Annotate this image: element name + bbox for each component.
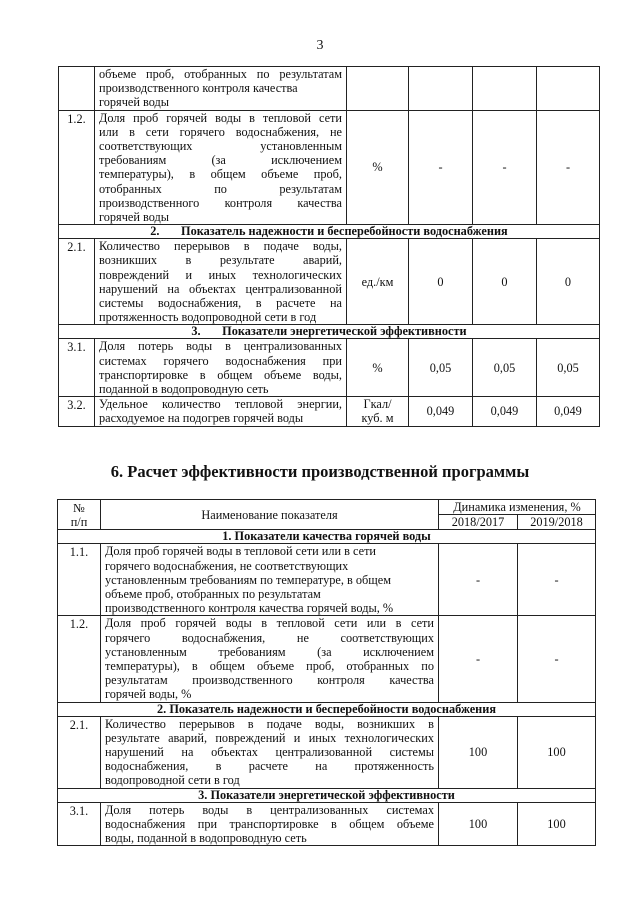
row-description: Количество перерывов в подаче воды, возникших в результате аварий, повреждений и иных технологических нарушений на объектах централизованной системы водоснабжения, в расчете на протяженность водопроводной сети в год: [95, 239, 347, 325]
row-number: 2.1.: [58, 716, 101, 788]
section-heading: 3. Показатели энергетической эффективности: [59, 325, 600, 339]
value-cell: 100: [518, 716, 596, 788]
value-cell: -: [518, 544, 596, 616]
section-title: 6. Расчет эффективности производственной программы: [110, 462, 530, 481]
unit-cell: [347, 67, 409, 111]
value-cell: 0,05: [409, 339, 473, 397]
table-row: [59, 67, 600, 111]
table-row: [59, 339, 600, 397]
value-cell: 0,05: [473, 339, 537, 397]
efficiency-table: [57, 499, 596, 846]
table-row: [58, 716, 596, 788]
value-cell: [473, 67, 537, 111]
row-description: Доля потерь воды в централизованных системах водоснабжения при транспортировке в общем объеме воды, поданной в водопроводную сеть: [101, 802, 439, 846]
section-row: [59, 325, 600, 339]
section-heading: 2. Показатель надежности и бесперебойности водоснабжения: [59, 225, 600, 239]
row-number: 1.1.: [58, 544, 101, 616]
row-description: Удельное количество тепловой энергии, расходуемое на подогрев горячей воды: [95, 397, 347, 426]
row-description: Доля проб горячей воды в тепловой сети или в сети горячего водоснабжения, не соответствующих установленным требованиям (за исключением температуры), в общем объеме проб, отобранных по результатам производственного контроля качества горячей воды, %: [101, 616, 439, 702]
value-cell: -: [409, 110, 473, 225]
row-description: объеме проб, отобранных по результатам производственного контроля качества горячей воды: [95, 67, 347, 111]
unit-cell: %: [347, 339, 409, 397]
section-row: [59, 225, 600, 239]
section-heading: 2. Показатель надежности и бесперебойности водоснабжения: [58, 702, 596, 716]
value-cell: 0,049: [473, 397, 537, 426]
unit-cell: Гкал/ куб. м: [347, 397, 409, 426]
section-heading: 1. Показатели качества горячей воды: [58, 530, 596, 544]
value-cell: 0,05: [537, 339, 600, 397]
table-row: [59, 239, 600, 325]
value-cell: [409, 67, 473, 111]
row-number: 1.2.: [58, 616, 101, 702]
value-cell: -: [439, 616, 518, 702]
row-number: 1.2.: [59, 110, 95, 225]
value-cell: 0: [409, 239, 473, 325]
column-header-dynamics: Динамика изменения, %: [439, 500, 596, 515]
column-header-period: 2018/2017: [439, 515, 518, 530]
value-cell: 0,049: [537, 397, 600, 426]
section-heading: 3. Показатели энергетической эффективности: [58, 788, 596, 802]
row-number: 3.1.: [59, 339, 95, 397]
value-cell: -: [537, 110, 600, 225]
value-cell: -: [518, 616, 596, 702]
indicators-table: [58, 66, 600, 427]
table-row: [58, 544, 596, 616]
unit-cell: %: [347, 110, 409, 225]
value-cell: 0: [537, 239, 600, 325]
table-row: [58, 802, 596, 846]
table-row: [59, 110, 600, 225]
value-cell: 0,049: [409, 397, 473, 426]
row-description: Количество перерывов в подаче воды, возникших в результате аварий, повреждений и иных технологических нарушений на объектах централизованной системы водоснабжения, в расчете на протяженность водопроводной сети в год: [101, 716, 439, 788]
header-row: [58, 500, 596, 515]
value-cell: -: [473, 110, 537, 225]
unit-cell: ед./км: [347, 239, 409, 325]
row-description: Доля потерь воды в централизованных системах горячего водоснабжения при транспортировке в общем объеме воды, поданной в водопроводную сеть: [95, 339, 347, 397]
section-row: [58, 702, 596, 716]
column-header-number: № п/п: [58, 500, 101, 530]
row-number: 3.2.: [59, 397, 95, 426]
row-number: 3.1.: [58, 802, 101, 846]
row-number: 2.1.: [59, 239, 95, 325]
value-cell: 100: [518, 802, 596, 846]
page-number: 3: [316, 38, 324, 53]
table-row: [58, 616, 596, 702]
value-cell: -: [439, 544, 518, 616]
row-description: Доля проб горячей воды в тепловой сети или в сети горячего водоснабжения, не соответствующих установленным требованиям (за исключением температуры), в общем объеме проб, отобранных по результатам производственного контроля качества горячей воды: [95, 110, 347, 225]
section-row: [58, 530, 596, 544]
column-header-name: Наименование показателя: [101, 500, 439, 530]
table-row: [59, 397, 600, 426]
value-cell: [537, 67, 600, 111]
value-cell: 100: [439, 802, 518, 846]
row-description: Доля проб горячей воды в тепловой сети или в сети горячего водоснабжения, не соответствующих установленным требованиям по температуре, в общем объеме проб, отобранных по результатам производственного контроля качества горячей воды, %: [101, 544, 439, 616]
row-number: [59, 67, 95, 111]
section-row: [58, 788, 596, 802]
value-cell: 100: [439, 716, 518, 788]
column-header-period: 2019/2018: [518, 515, 596, 530]
value-cell: 0: [473, 239, 537, 325]
